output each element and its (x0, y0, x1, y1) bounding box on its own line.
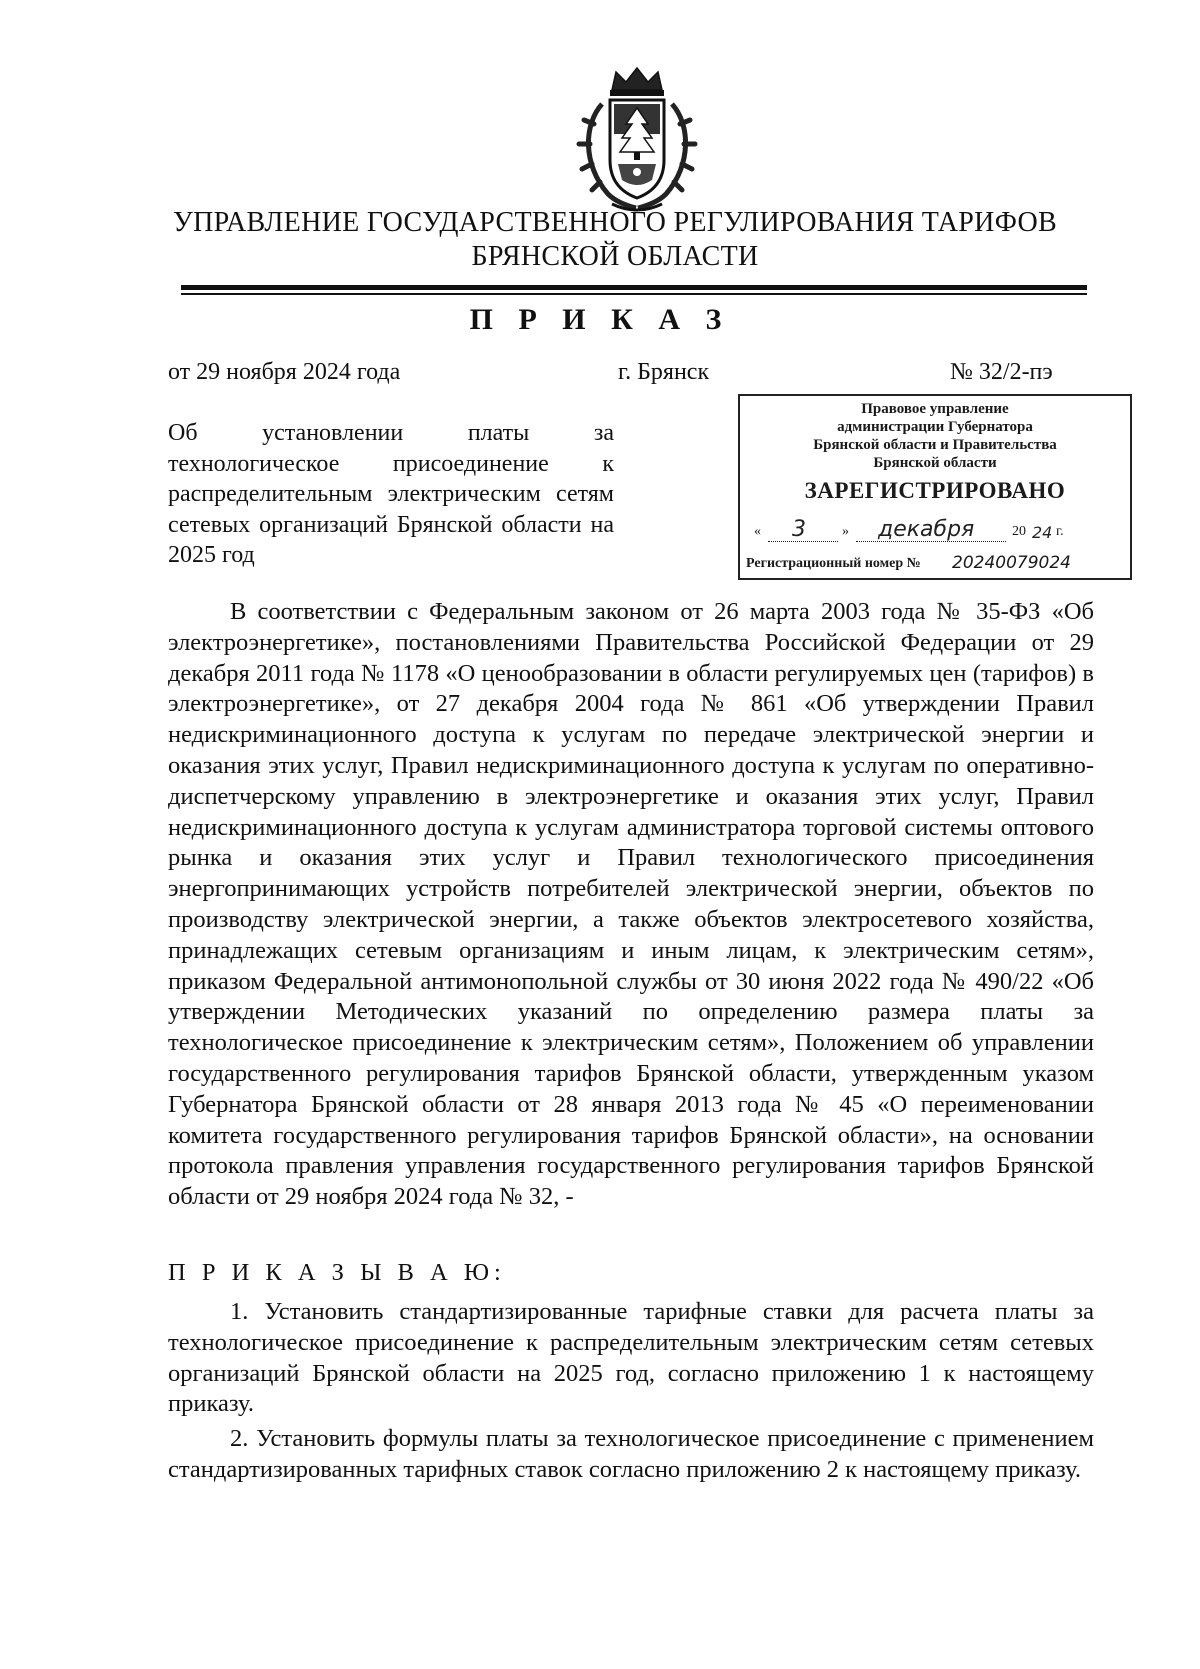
header-divider-thin (181, 293, 1087, 295)
bryansk-coat-of-arms-icon (572, 64, 702, 216)
stamp-reg-label: Регистрационный номер № (746, 556, 921, 571)
document-number: № 32/2-пэ (950, 359, 1053, 385)
stamp-reg-number: 20240079024 (952, 553, 1071, 573)
document-date: от 29 ноября 2024 года (168, 359, 401, 385)
stamp-year-prefix: 20 (1012, 524, 1026, 539)
document-type-title: П Р И К А З (469, 303, 731, 336)
stamp-month: декабря (878, 517, 975, 542)
organization-title: УПРАВЛЕНИЕ ГОСУДАРСТВЕННОГО РЕГУЛИРОВАНИЯ ТАРИФОВ (173, 207, 1057, 238)
stamp-authority-line: администрации Губернатора (837, 419, 1033, 435)
stamp-date-row (754, 512, 1122, 546)
preamble-paragraph: В соответствии с Федеральным законом от 26 марта 2003 года № 35-ФЗ «Об электроэнергетике», постановлениями Правительства Российской Федерации от 29 декабря 2011 года № 1178 «О ценообразовании в области регулируемых цен (тарифов) в электроэнергетике», от 27 декабря 2004 года № 861 «Об утверждении Правил недискриминационного доступа к услугам по передаче электрической энергии и оказания этих услуг, Правил недискриминационного доступа к услугам по оперативно-диспетчерскому управлению в электроэнергетике и оказания этих услуг, Правил недискриминационного доступа к услугам администратора торговой системы оптового рынка и оказания этих услуг и Правил технологического присоединения энергопринимающих устройств потребителей электрической энергии, объектов по производству электрической энергии, а также объектов электросетевого хозяйства, принадлежащих сетевым организациям и иным лицам, к электрическим сетям», приказом Федеральной антимонопольной службы от 30 июня 2022 года № 490/22 «Об утверждении Методических указаний по определению размера платы за технологическое присоединение к электрическим сетям», Положением об управлении государственного регулирования тарифов Брянской области, утвержденным указом Губернатора Брянской области от 28 января 2013 года № 45 «О переименовании комитета государственного регулирования тарифов Брянской области», на основании протокола правления управления государственного регулирования тарифов Брянской области от 29 ноября 2024 года № 32, - (168, 598, 1094, 1211)
stamp-quote-open: « (754, 524, 761, 539)
organization-region: БРЯНСКОЙ ОБЛАСТИ (471, 241, 759, 272)
order-item-1: 1. Установить стандартизированные тарифные ставки для расчета платы за технологическое присоединение к распределительным электрическим сетям сетевых организаций Брянской области на 2025 год, согласно приложению 1 к настоящему приказу. (168, 1298, 1094, 1418)
stamp-year-g: г. (1056, 524, 1064, 539)
stamp-quote-close: » (842, 524, 849, 539)
order-item-2: 2. Установить формулы платы за технологическое присоединение с применением стандартизированных тарифных ставок согласно приложению 2 к настоящему приказу. (168, 1425, 1094, 1483)
stamp-authority-line: Брянской области и Правительства (813, 437, 1057, 453)
document-subject: Об установлении платы за технологическое присоединение к распределительным электрическим сетям сетевых организаций Брянской области на 2025 год (168, 420, 614, 568)
stamp-day: 3 (792, 517, 806, 542)
stamp-registration-row (746, 548, 1126, 576)
stamp-registered-label: ЗАРЕГИСТРИРОВАНО (804, 478, 1066, 503)
document-city: г. Брянск (618, 359, 710, 385)
header-divider-thick (181, 285, 1087, 290)
stamp-year-suffix: 24 (1032, 523, 1053, 542)
order-word: П Р И К А З Ы В А Ю: (168, 1259, 506, 1286)
stamp-authority-line: Брянской области (873, 455, 997, 471)
stamp-authority-line: Правовое управление (861, 401, 1009, 417)
registration-stamp (738, 394, 1132, 580)
